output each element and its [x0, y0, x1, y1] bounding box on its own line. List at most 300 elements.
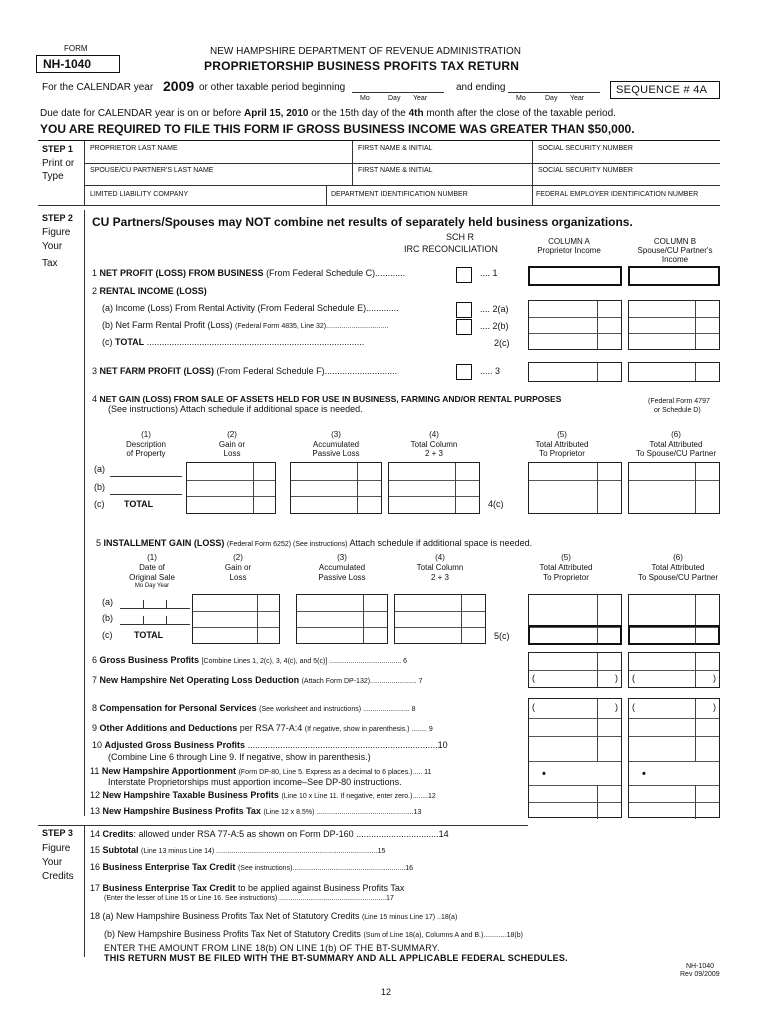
- line18a-text: 18 (a) New Hampshire Business Profits Tax Net of Statutory Credits: [90, 911, 360, 921]
- grid-rule: [629, 333, 719, 334]
- form-title: PROPRIETORSHIP BUSINESS PROFITS TAX RETURN: [204, 59, 520, 73]
- grid-rule: [193, 627, 279, 628]
- c5-h6-l2: To Spouse/CU Partner: [637, 573, 719, 582]
- line14-bold: Credits: [102, 829, 134, 839]
- line6-7-col-a[interactable]: [528, 652, 622, 688]
- line2-num: 2: [92, 286, 98, 296]
- line9-num: 9: [92, 723, 98, 733]
- step1-top-rule: [38, 140, 720, 141]
- line8: [92, 703, 416, 713]
- field-first-initial-2[interactable]: FIRST NAME & INITIAL: [358, 167, 433, 174]
- date-tick: [166, 600, 167, 608]
- line17: [90, 883, 404, 893]
- step2-sub1: Figure: [42, 227, 71, 238]
- line12-small: (Line 10 x Line 11. If negative, enter zero.)........12: [281, 793, 436, 800]
- c4-h5-num: (5): [557, 430, 567, 439]
- grid-rule: [291, 480, 381, 481]
- line9: [92, 723, 433, 733]
- c4-h5-l2: To Proprietor: [539, 449, 585, 458]
- line6-small: [Combine Lines 1, 2(c), 3, 4(c), and 5(c)] ..................................... 6: [201, 658, 407, 665]
- grid-rule: [629, 317, 719, 318]
- line8-a-paren-open: (: [532, 702, 535, 712]
- lines8-13-col-b[interactable]: [628, 698, 720, 818]
- line2b-ref: .... 2(b): [480, 321, 509, 331]
- line5c-col-b-total[interactable]: [628, 625, 720, 645]
- line6-7-col-b[interactable]: [628, 652, 720, 688]
- line18a-small: (Line 15 minus Line 17) ..18(a): [361, 914, 458, 921]
- line5-gain-grid[interactable]: [192, 594, 280, 644]
- grid-rule: [629, 718, 719, 719]
- line4-passive-grid[interactable]: [290, 462, 382, 514]
- step1-left-rule: [84, 141, 85, 205]
- grid-divider: [695, 653, 696, 687]
- field-dept-id[interactable]: DEPARTMENT IDENTIFICATION NUMBER: [331, 191, 468, 198]
- begin-day: Day: [388, 95, 401, 102]
- line12-num: 12: [90, 790, 101, 800]
- line17-sub: (Enter the lesser of Line 15 or Line 16. See instructions) .......................................................17: [104, 895, 394, 902]
- grid-rule: [187, 480, 275, 481]
- enter-amount-note: ENTER THE AMOUNT FROM LINE 18(b) ON LINE 1(b) OF THE BT-SUMMARY.: [104, 943, 440, 953]
- c5-h5-l2: To Proprietor: [543, 573, 589, 582]
- c4-h6-l1: Total Attributed: [649, 440, 703, 449]
- c5-h5-l1: Total Attributed: [539, 563, 593, 572]
- line5-date-a-line[interactable]: [120, 608, 190, 609]
- line5-row-a: (a): [102, 597, 113, 607]
- grid-divider: [597, 301, 598, 349]
- grid-rule: [297, 611, 387, 612]
- line1-rest: (From Federal Schedule C)............: [266, 268, 406, 278]
- line2c-bold: TOTAL: [115, 337, 145, 347]
- line5c-ref: 5(c): [494, 631, 510, 641]
- line2c-dots: .......................................................................................: [146, 337, 365, 347]
- line6-bold: Gross Business Profits: [99, 655, 200, 665]
- line5-total-grid[interactable]: [394, 594, 486, 644]
- line3-col-a-input[interactable]: [528, 362, 622, 382]
- line5: [96, 538, 532, 548]
- line3: [92, 366, 397, 376]
- line2a-text: (a) Income (Loss) From Rental Activity (From Federal Schedule E).............: [102, 303, 399, 313]
- line13: [90, 806, 421, 816]
- form-number-box: [36, 55, 120, 73]
- field-spouse-last[interactable]: SPOUSE/CU PARTNER'S LAST NAME: [90, 167, 214, 174]
- step1-col-rule2: [532, 141, 533, 163]
- page-number: 12: [381, 987, 392, 997]
- line4-desc-a-line[interactable]: [110, 476, 182, 477]
- step1-label: STEP 1: [42, 144, 73, 154]
- step1-row-rule1: [84, 163, 720, 164]
- c5-h1-num: (1): [147, 553, 157, 562]
- step3-sub3: Credits: [42, 871, 74, 882]
- c4-h1-num: (1): [141, 430, 151, 439]
- grid-divider: [597, 785, 598, 819]
- line3-col-b-input[interactable]: [628, 362, 720, 382]
- step1-col-rule6: [532, 185, 533, 205]
- line4-fed2: or Schedule D): [654, 407, 701, 414]
- grid-rule: [529, 802, 621, 803]
- grid-divider: [461, 595, 462, 643]
- step2-sub2: Your: [42, 241, 63, 252]
- begin-date-line[interactable]: [352, 92, 444, 93]
- step3-top-rule: [38, 825, 528, 826]
- line13-small: (Line 12 x 8.5%) ..................................................13: [263, 809, 422, 816]
- c5-h3-l2: Passive Loss: [318, 573, 366, 582]
- field-first-initial[interactable]: FIRST NAME & INITIAL: [358, 145, 433, 152]
- grid-rule: [529, 317, 621, 318]
- line1-ref: .... 1: [480, 268, 498, 278]
- footer-rev: Rev 09/2009: [680, 971, 720, 978]
- grid-divider: [597, 718, 598, 761]
- line16: [90, 862, 413, 872]
- line10-num: 10: [92, 740, 103, 750]
- column-a-sub: Proprietor Income: [537, 246, 601, 255]
- line2: [92, 286, 207, 296]
- sequence-number: SEQUENCE # 4A: [616, 84, 708, 96]
- due-date-bold: April 15, 2010: [244, 108, 309, 119]
- grid-rule: [297, 627, 387, 628]
- line17-bold: Business Enterprise Tax Credit: [102, 883, 236, 893]
- sequence-box: [610, 81, 720, 99]
- step3-label: STEP 3: [42, 828, 73, 838]
- end-mo: Mo: [516, 95, 526, 102]
- line4-row-a: (a): [94, 464, 105, 474]
- grid-rule: [395, 627, 485, 628]
- end-year: Year: [570, 95, 585, 102]
- line11-num: 11: [90, 766, 100, 776]
- step2-sub3: Tax: [42, 258, 58, 269]
- end-day: Day: [545, 95, 558, 102]
- sch-r-label: SCH R: [446, 232, 475, 242]
- step1-col-rule4: [532, 163, 533, 185]
- grid-divider: [357, 463, 358, 513]
- line2c-text: (c): [102, 337, 113, 347]
- line8-bold: Compensation for Personal Services: [99, 703, 257, 713]
- grid-rule: [529, 761, 621, 762]
- tax-year: 2009: [163, 78, 195, 94]
- line1: [92, 268, 405, 278]
- line9-small: (If negative, show in parenthesis.) ........ 9: [304, 726, 433, 733]
- line11: [90, 766, 431, 776]
- step1-col-rule3: [352, 163, 353, 185]
- line11-bold: New Hampshire Apportionment: [101, 766, 237, 776]
- begin-mo: Mo: [360, 95, 370, 102]
- grid-divider: [363, 595, 364, 643]
- form-number: NH-1040: [43, 57, 92, 71]
- department-name: NEW HAMPSHIRE DEPARTMENT OF REVENUE ADMINISTRATION: [210, 46, 521, 57]
- date-tick: [166, 616, 167, 624]
- line2-col-b-grid[interactable]: [628, 300, 720, 350]
- line4c-ref: 4(c): [488, 499, 504, 509]
- line5-row-b: (b): [102, 613, 113, 623]
- line1-schr-checkbox[interactable]: [456, 267, 472, 283]
- line4-total: TOTAL: [124, 499, 154, 509]
- c4-h1-l1: Description: [125, 440, 166, 449]
- line11-sub: Interstate Proprietorships must apportion income–See DP-80 instructions.: [108, 777, 402, 787]
- c4-h3-l1: Accumulated: [312, 440, 360, 449]
- c4-h3-num: (3): [331, 430, 341, 439]
- c5-h4-num: (4): [435, 553, 445, 562]
- c4-h2-l1: Gain or: [218, 440, 246, 449]
- line4-sub: (See instructions) Attach schedule if additional space is needed.: [108, 404, 363, 414]
- grid-rule: [529, 670, 621, 671]
- line7-small: (Attach Form DP-132)........................ 7: [301, 678, 423, 685]
- c5-h4-l2: 2 + 3: [430, 573, 449, 582]
- grid-divider: [695, 463, 696, 513]
- column-a-header: COLUMN A: [548, 237, 590, 246]
- step3-sub2: Your: [42, 857, 63, 868]
- line12-bold: New Hampshire Taxable Business Profits: [102, 790, 279, 800]
- form-label: FORM: [64, 44, 88, 53]
- line5-small: (Federal Form 6252) (See instructions): [226, 541, 348, 548]
- step1-sub1: Print or: [42, 158, 75, 169]
- end-date-line[interactable]: [508, 92, 600, 93]
- line6: [92, 655, 407, 665]
- line10-bold: Adjusted Gross Business Profits: [104, 740, 246, 750]
- grid-rule: [529, 736, 621, 737]
- date-tick: [143, 616, 144, 624]
- line7-bold: New Hampshire Net Operating Loss Deduction: [99, 675, 300, 685]
- line2-bold: RENTAL INCOME (LOSS): [99, 286, 207, 296]
- column-b-sub2: Income: [661, 255, 689, 264]
- line14: [90, 829, 449, 839]
- grid-rule: [629, 480, 719, 481]
- grid-divider: [695, 718, 696, 761]
- line8-small: (See worksheet and instructions) ........................ 8: [259, 706, 416, 713]
- c5-h1-l2: Original Sale: [129, 573, 175, 582]
- grid-divider: [695, 785, 696, 819]
- field-fein[interactable]: FEDERAL EMPLOYER IDENTIFICATION NUMBER: [536, 191, 699, 198]
- step2-label: STEP 2: [42, 213, 73, 223]
- c5-h2-l2: Loss: [229, 573, 247, 582]
- line7: [92, 675, 423, 685]
- line10: [92, 740, 448, 750]
- step1-sub2: Type: [42, 171, 64, 182]
- grid-rule: [529, 480, 621, 481]
- grid-divider: [597, 363, 598, 381]
- grid-rule: [389, 480, 479, 481]
- field-ssn[interactable]: SOCIAL SECURITY NUMBER: [538, 145, 633, 152]
- line15: [90, 845, 385, 855]
- column-b-sub1: Spouse/CU Partner's: [637, 246, 713, 255]
- line2b-schr-checkbox[interactable]: [456, 319, 472, 335]
- line5-total: TOTAL: [134, 630, 164, 640]
- date-tick: [143, 600, 144, 608]
- c4-h3-l2: Passive Loss: [312, 449, 360, 458]
- line9-rest: per RSA 77-A:4: [239, 723, 303, 733]
- c4-h4-l2: 2 + 3: [424, 449, 443, 458]
- c5-h5-num: (5): [561, 553, 571, 562]
- filing-requirement: YOU ARE REQUIRED TO FILE THIS FORM IF GROSS BUSINESS INCOME WAS GREATER THAN $50,000.: [40, 122, 635, 136]
- line4-bold: NET GAIN (LOSS) FROM SALE OF ASSETS HELD FOR USE IN BUSINESS, FARMING AND/OR RENTAL PURPOSES: [99, 394, 562, 404]
- line2c-ref: 2(c): [494, 338, 510, 348]
- line7-num: 7: [92, 675, 98, 685]
- step1-col-rule5: [326, 185, 327, 205]
- line3-bold: NET FARM PROFIT (LOSS): [99, 366, 215, 376]
- calendar-prefix: For the CALENDAR year: [42, 82, 154, 93]
- grid-rule: [187, 496, 275, 497]
- line15-small: (Line 13 minus Line 14) ...................................................................................15: [141, 848, 386, 855]
- step3-left-rule: [84, 825, 85, 957]
- line3-schr-checkbox[interactable]: [456, 364, 472, 380]
- line16-num: 16: [90, 862, 101, 872]
- field-llc[interactable]: LIMITED LIABILITY COMPANY: [90, 191, 189, 198]
- cu-partners-notice: CU Partners/Spouses may NOT combine net results of separately held business organizations.: [92, 215, 633, 229]
- grid-divider: [257, 595, 258, 643]
- lines8-13-col-a[interactable]: [528, 698, 622, 818]
- line5-date-b-line[interactable]: [120, 624, 190, 625]
- grid-divider: [597, 699, 598, 718]
- footer-form: NH-1040: [686, 963, 715, 970]
- c4-h6-num: (6): [671, 430, 681, 439]
- line16-bold: Business Enterprise Tax Credit: [102, 862, 236, 872]
- line5-num: 5: [96, 538, 102, 548]
- line3-num: 3: [92, 366, 98, 376]
- line2b: [102, 320, 388, 330]
- line11-b-decimal: •: [642, 768, 646, 780]
- line4-total-grid[interactable]: [388, 462, 480, 514]
- line15-num: 15: [90, 845, 101, 855]
- line4-proprietor-grid[interactable]: [528, 462, 622, 514]
- grid-divider: [597, 463, 598, 513]
- c4-h4-l1: Total Column: [410, 440, 458, 449]
- grid-divider: [597, 653, 598, 687]
- line3-ref: ..... 3: [480, 366, 501, 376]
- calendar-suffix: or other taxable period beginning: [199, 82, 346, 93]
- irc-label: IRC RECONCILIATION: [404, 244, 498, 254]
- grid-rule: [629, 785, 719, 786]
- line9-bold: Other Additions and Deductions: [99, 723, 238, 733]
- line4-fed1: (Federal Form 4797: [648, 398, 710, 405]
- c4-h5-l1: Total Attributed: [535, 440, 589, 449]
- line5-passive-grid[interactable]: [296, 594, 388, 644]
- grid-rule: [193, 611, 279, 612]
- line8-b-paren-open: (: [632, 702, 635, 712]
- line4-row-b: (b): [94, 482, 105, 492]
- line2b-text: (b) Net Farm Rental Profit (Loss): [102, 320, 233, 330]
- must-file-note: THIS RETURN MUST BE FILED WITH THE BT-SUMMARY AND ALL APPLICABLE FEDERAL SCHEDULES.: [104, 953, 568, 963]
- c5-h3-num: (3): [337, 553, 347, 562]
- line2c: [102, 337, 364, 347]
- line11-a-decimal: •: [542, 768, 546, 780]
- line10-sub: (Combine Line 6 through Line 9. If negative, show in parenthesis.): [108, 752, 371, 762]
- due-date-text: Due date for CALENDAR year is on or before: [40, 108, 242, 119]
- line2b-small: (Federal Form 4835, Line 32)................................: [235, 323, 389, 330]
- grid-divider: [695, 699, 696, 718]
- grid-rule: [395, 611, 485, 612]
- grid-rule: [529, 333, 621, 334]
- grid-rule: [629, 802, 719, 803]
- line18a: [90, 911, 457, 921]
- due-date-end: month after the close of the taxable period.: [426, 108, 616, 119]
- line18b-small: (Sum of Line 18(a), Columns A and B.)............18(b): [363, 932, 523, 939]
- due-date-line: [40, 108, 616, 119]
- line7-a-paren-close: ): [615, 673, 618, 683]
- line10-dots: ............................................................................10: [247, 740, 448, 750]
- grid-rule: [291, 496, 381, 497]
- field-proprietor-last[interactable]: PROPRIETOR LAST NAME: [90, 145, 178, 152]
- grid-rule: [389, 496, 479, 497]
- step3-sub1: Figure: [42, 843, 71, 854]
- line14-rest: : allowed under RSA 77-A:5 as shown on Form DP-160 .................................14: [133, 829, 449, 839]
- grid-divider: [695, 301, 696, 349]
- due-date-4th: 4th: [408, 108, 424, 119]
- line6-num: 6: [92, 655, 98, 665]
- c5-h6-l1: Total Attributed: [651, 563, 705, 572]
- c4-h1-l2: of Property: [126, 449, 166, 458]
- line2a-schr-checkbox[interactable]: [456, 302, 472, 318]
- c5-mdy: Mo Day Year: [134, 583, 170, 589]
- line13-bold: New Hampshire Business Profits Tax: [102, 806, 261, 816]
- line5c-col-a-total[interactable]: [528, 625, 622, 645]
- c4-h6-l2: To Spouse/CU Partner: [635, 449, 717, 458]
- step1-row-rule2: [84, 185, 720, 186]
- line18b-text: (b) New Hampshire Business Profits Tax Net of Statutory Credits: [104, 929, 361, 939]
- c5-h3-l1: Accumulated: [318, 563, 366, 572]
- line7-b-paren-open: (: [632, 673, 635, 683]
- line11-small: (Form DP-80, Line 5. Express as a decimal to 6 places.)..... 11: [238, 769, 432, 776]
- line5-row-c: (c): [102, 630, 113, 640]
- line4-gain-grid[interactable]: [186, 462, 276, 514]
- line4-row-c: (c): [94, 499, 105, 509]
- line17-num: 17: [90, 883, 101, 893]
- grid-rule: [629, 670, 719, 671]
- line12: [90, 790, 436, 800]
- c5-h4-l1: Total Column: [416, 563, 464, 572]
- grid-rule: [529, 718, 621, 719]
- c4-h2-l2: Loss: [223, 449, 241, 458]
- line13-num: 13: [90, 806, 101, 816]
- line8-b-paren-close: ): [713, 702, 716, 712]
- line16-small: (See instructions)..........................................................16: [237, 865, 413, 872]
- line2a-ref: .... 2(a): [480, 304, 509, 314]
- line8-num: 8: [92, 703, 98, 713]
- line4: [92, 394, 561, 404]
- field-ssn-2[interactable]: SOCIAL SECURITY NUMBER: [538, 167, 633, 174]
- and-ending: and ending: [456, 82, 506, 93]
- c5-h1-l1: Date of: [139, 563, 165, 572]
- begin-year: Year: [413, 95, 428, 102]
- line18b: [104, 929, 523, 939]
- line8-a-paren-close: ): [615, 702, 618, 712]
- grid-divider: [695, 363, 696, 381]
- line2-col-a-grid[interactable]: [528, 300, 622, 350]
- line4-desc-b-line[interactable]: [110, 494, 182, 495]
- line7-a-paren-open: (: [532, 673, 535, 683]
- line1-col-b-input[interactable]: [628, 266, 720, 286]
- line1-num: 1: [92, 268, 98, 278]
- line7-b-paren-close: ): [713, 673, 716, 683]
- line4-num: 4: [92, 394, 98, 404]
- grid-rule: [629, 761, 719, 762]
- line5-rest: Attach schedule if additional space is needed.: [349, 538, 533, 548]
- line3-rest: (From Federal Schedule F).............................: [216, 366, 398, 376]
- step1-bottom-rule: [38, 205, 720, 206]
- line17-rest: to be applied against Business Profits Tax: [237, 883, 405, 893]
- grid-rule: [629, 736, 719, 737]
- line5-bold: INSTALLMENT GAIN (LOSS): [103, 538, 225, 548]
- grid-rule: [529, 785, 621, 786]
- grid-divider: [455, 463, 456, 513]
- line4-spouse-grid[interactable]: [628, 462, 720, 514]
- step2-left-rule: [84, 210, 85, 816]
- column-b-header: COLUMN B: [653, 237, 697, 246]
- c4-h4-num: (4): [429, 430, 439, 439]
- grid-divider: [253, 463, 254, 513]
- line15-bold: Subtotal: [102, 845, 139, 855]
- line1-col-a-input[interactable]: [528, 266, 622, 286]
- line14-num: 14: [90, 829, 101, 839]
- c4-h2-num: (2): [227, 430, 237, 439]
- due-date-rest: or the 15th day of the: [311, 108, 406, 119]
